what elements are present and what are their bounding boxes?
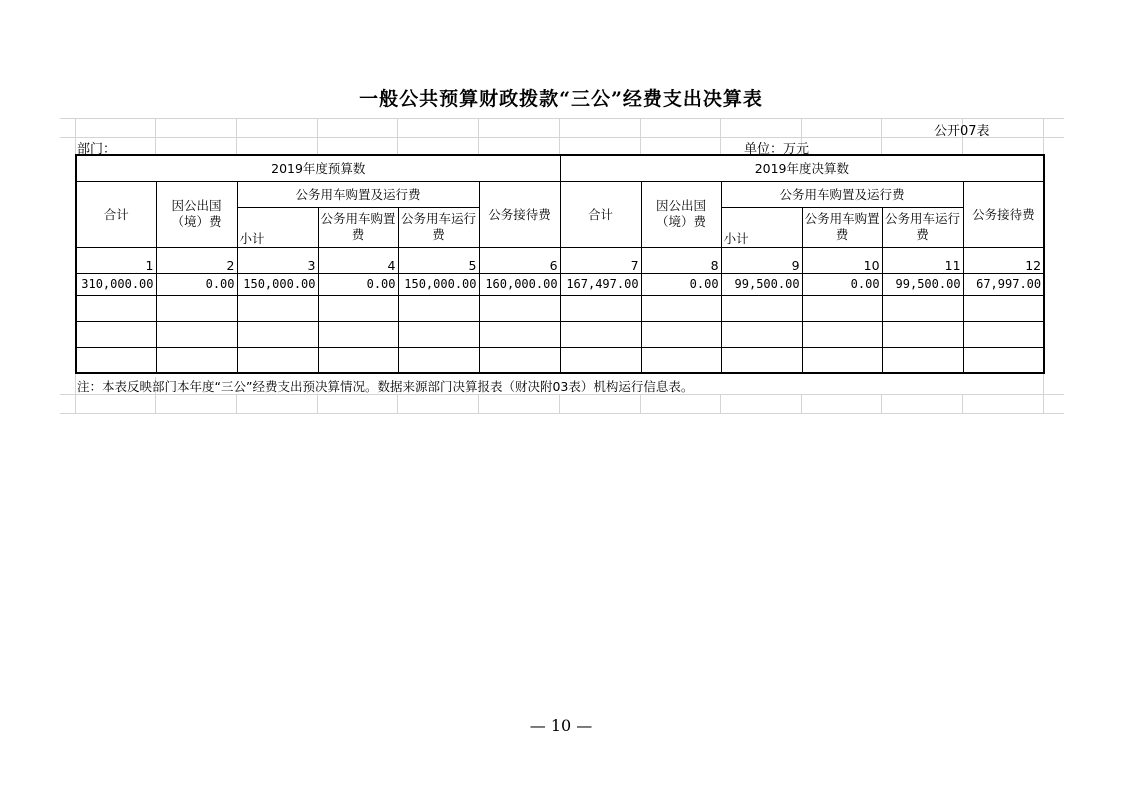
page-title: 一般公共预算财政拨款“三公”经费支出决算表 <box>359 88 763 110</box>
column-number: 4 <box>318 247 398 273</box>
col-vehicle-group-final: 公务用车购置及运行费 <box>721 181 963 207</box>
col-total: 合计 <box>76 181 156 247</box>
grid-vline <box>559 118 560 154</box>
grid-hline <box>60 137 1064 138</box>
column-number: 7 <box>560 247 641 273</box>
value-cell: 99,500.00 <box>721 273 802 295</box>
col-vehicle-operation-final: 公务用车运行费 <box>882 207 963 247</box>
col-total-final: 合计 <box>560 181 641 247</box>
grid-vline <box>236 394 237 414</box>
col-reception: 公务接待费 <box>479 181 560 247</box>
value-cell: 0.00 <box>318 273 398 295</box>
grid-vline <box>559 394 560 414</box>
form-number: 公开07表 <box>934 124 990 139</box>
column-number: 11 <box>882 247 963 273</box>
grid-vline <box>720 394 721 414</box>
column-number: 6 <box>479 247 560 273</box>
grid-vline <box>881 118 882 154</box>
col-abroad: 因公出国（境）费 <box>156 181 237 247</box>
column-number: 1 <box>76 247 156 273</box>
grid-vline <box>962 394 963 414</box>
value-cell: 99,500.00 <box>882 273 963 295</box>
col-vehicle-purchase-final: 公务用车购置费 <box>802 207 882 247</box>
grid-vline <box>317 118 318 154</box>
value-cell: 167,497.00 <box>560 273 641 295</box>
final-header: 2019年度决算数 <box>560 155 1044 181</box>
grid-vline <box>801 394 802 414</box>
page-number: — 10 — <box>529 716 593 735</box>
column-number: 5 <box>398 247 479 273</box>
value-cell: 0.00 <box>641 273 721 295</box>
value-cell: 0.00 <box>156 273 237 295</box>
value-cell: 0.00 <box>802 273 882 295</box>
col-abroad-final: 因公出国（境）费 <box>641 181 721 247</box>
unit-label: 单位：万元 <box>744 142 810 157</box>
empty-row <box>76 321 1044 347</box>
grid-vline <box>640 118 641 154</box>
value-cell: 310,000.00 <box>76 273 156 295</box>
grid-vline <box>397 394 398 414</box>
col-vehicle-group: 公务用车购置及运行费 <box>237 181 479 207</box>
value-cell: 150,000.00 <box>237 273 318 295</box>
col-subtotal: 小计 <box>237 207 318 247</box>
value-cell: 160,000.00 <box>479 273 560 295</box>
grid-vline <box>317 394 318 414</box>
column-number-row <box>76 247 1044 273</box>
column-number: 8 <box>641 247 721 273</box>
column-number: 10 <box>802 247 882 273</box>
grid-hline <box>60 118 1064 119</box>
col-subtotal-final: 小计 <box>721 207 802 247</box>
department-label: 部门： <box>77 142 117 157</box>
col-reception-final: 公务接待费 <box>963 181 1044 247</box>
table-row <box>76 273 1044 295</box>
grid-vline <box>881 394 882 414</box>
empty-row <box>76 295 1044 321</box>
grid-vline <box>720 118 721 154</box>
col-vehicle-operation: 公务用车运行费 <box>398 207 479 247</box>
budget-header: 2019年度预算数 <box>76 155 560 181</box>
grid-vline <box>478 118 479 154</box>
grid-vline <box>155 118 156 154</box>
grid-vline <box>397 118 398 154</box>
grid-vline <box>478 394 479 414</box>
column-number: 9 <box>721 247 802 273</box>
column-number: 3 <box>237 247 318 273</box>
table-note: 注：本表反映部门本年度“三公”经费支出预决算情况。数据来源部门决算报表（财决附03表）机构运行信息表。 <box>77 379 694 394</box>
grid-hline <box>60 413 1064 414</box>
value-cell: 150,000.00 <box>398 273 479 295</box>
value-cell: 67,997.00 <box>963 273 1044 295</box>
grid-vline <box>236 118 237 154</box>
empty-row <box>76 347 1044 373</box>
grid-vline <box>640 394 641 414</box>
col-vehicle-purchase: 公务用车购置费 <box>318 207 398 247</box>
column-number: 12 <box>963 247 1044 273</box>
column-number: 2 <box>156 247 237 273</box>
expense-table <box>75 154 1045 374</box>
